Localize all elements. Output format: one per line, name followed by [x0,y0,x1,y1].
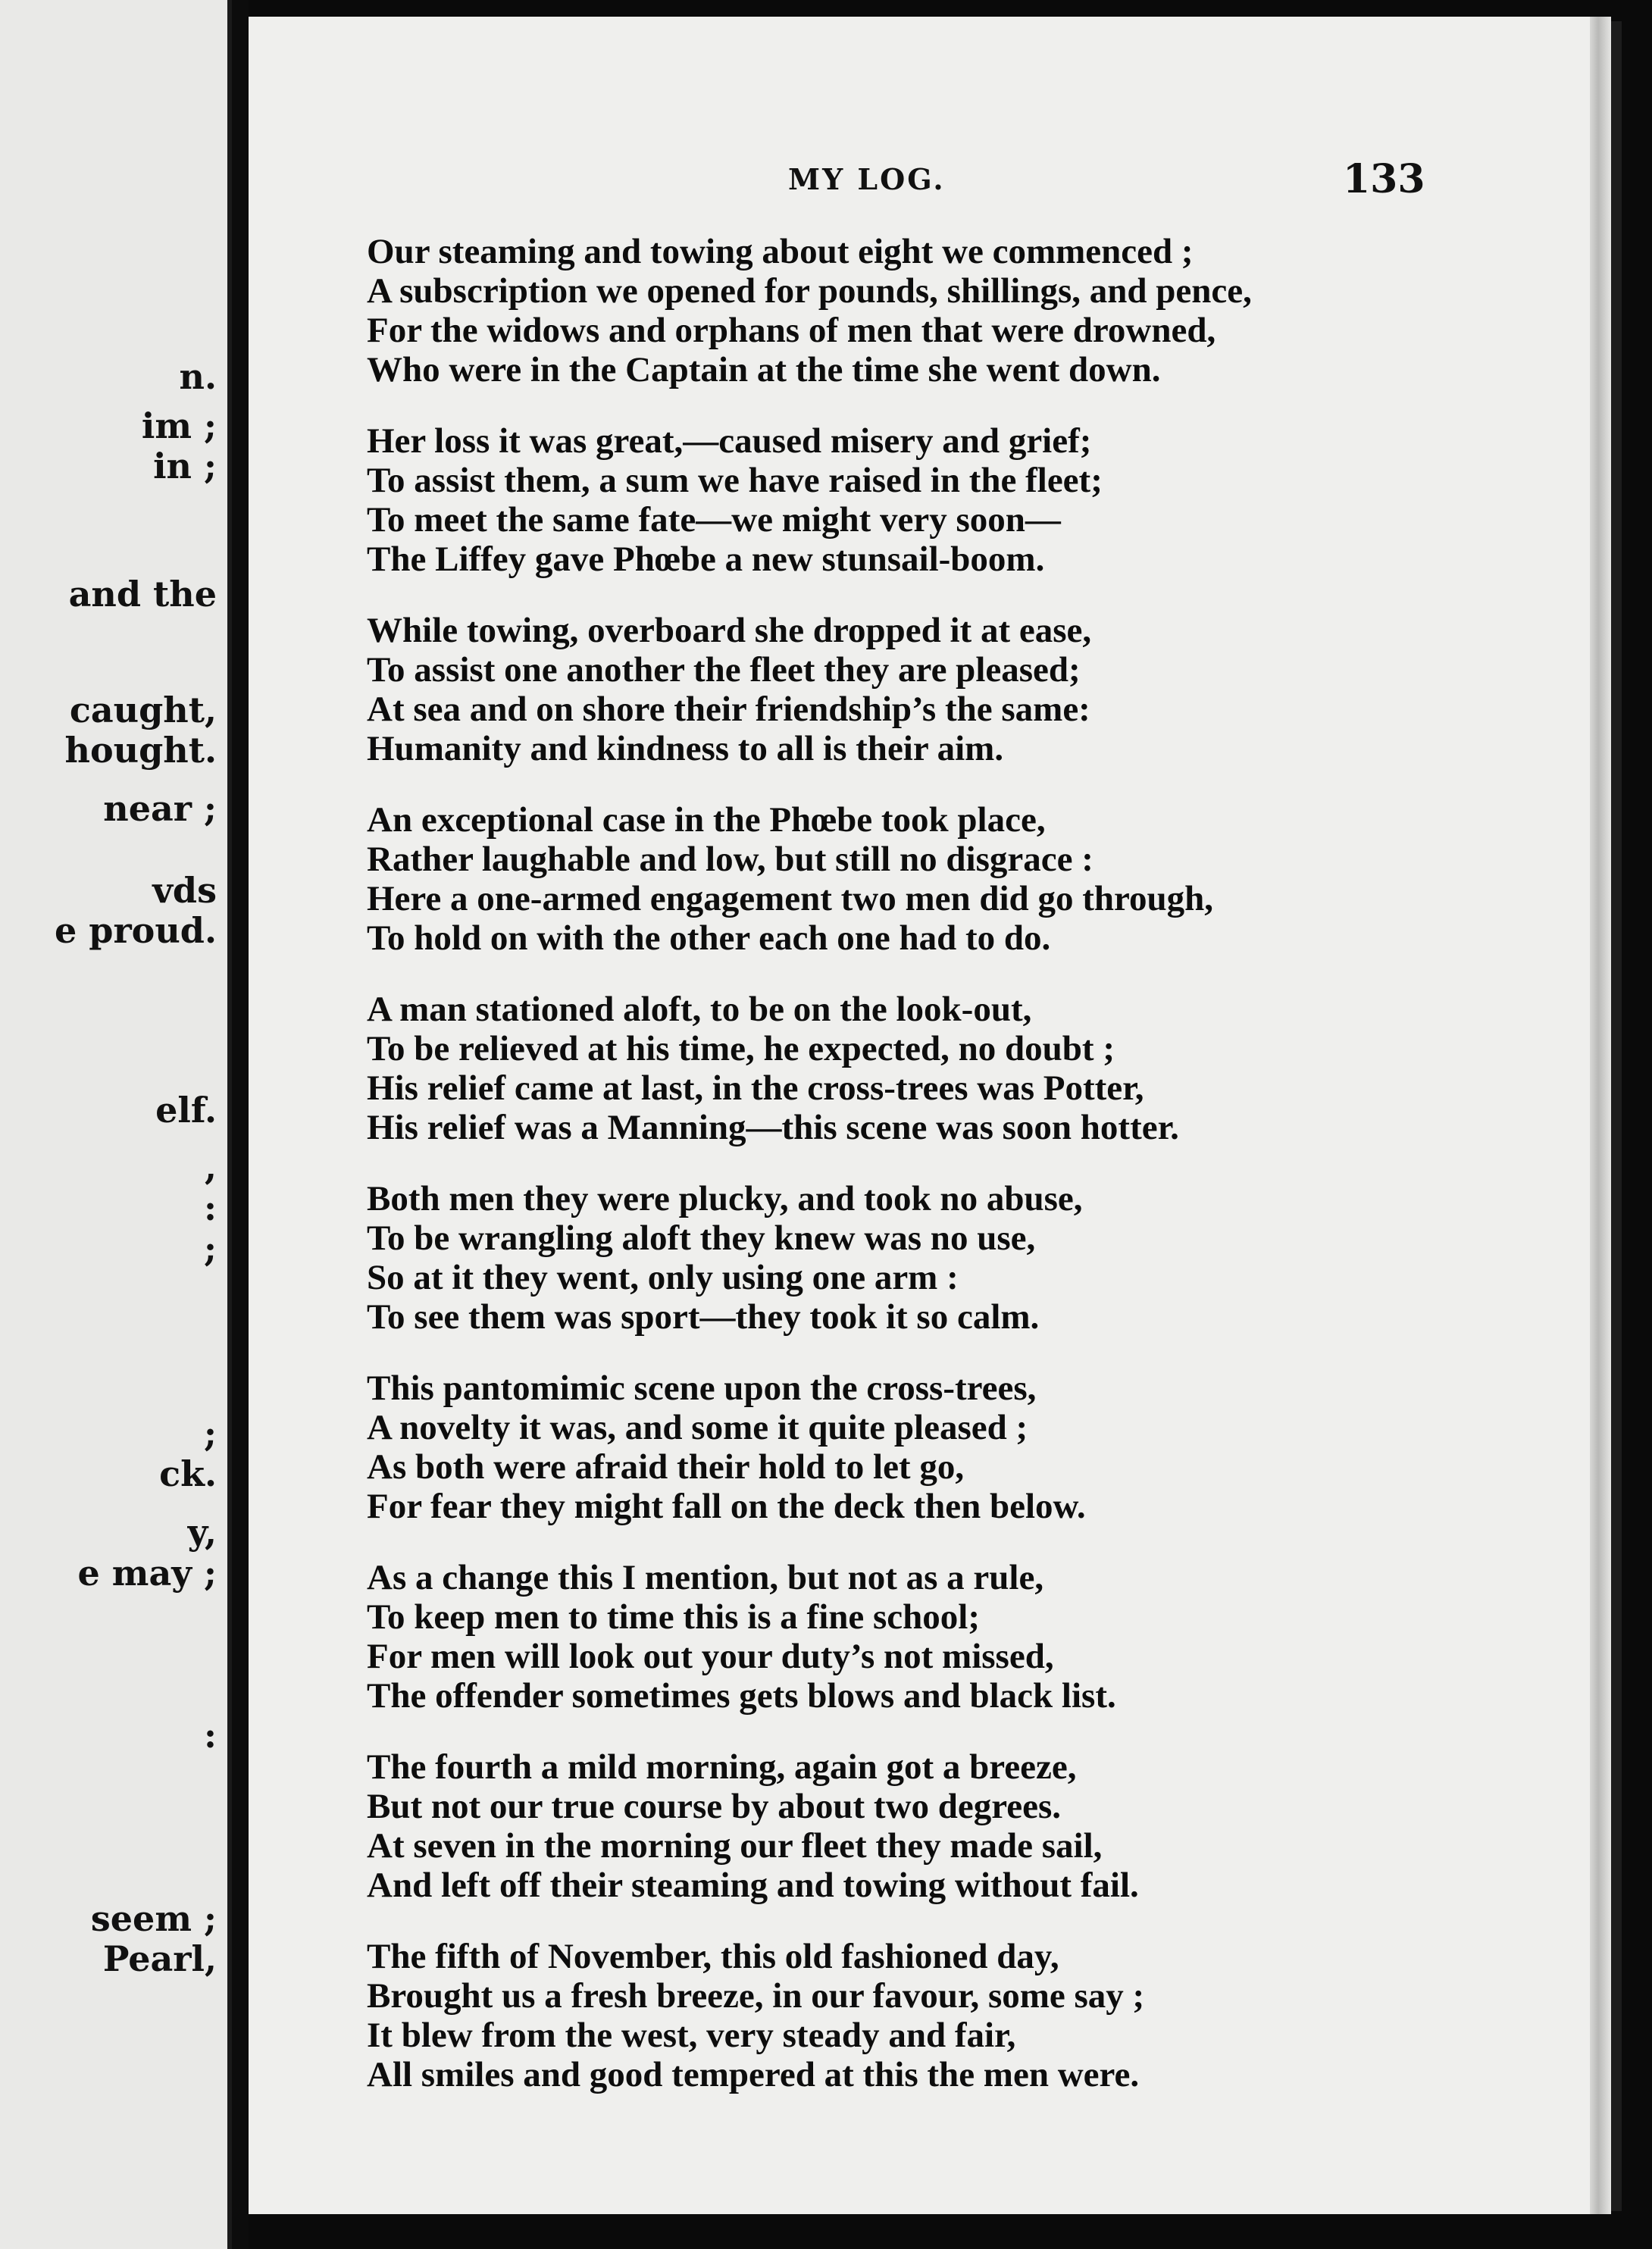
poem-line: To assist them, a sum we have raised in the fleet; [367,461,1103,500]
poem-line: A subscription we opened for pounds, shillings, and pence, [367,271,1252,311]
poem-line: At seven in the morning our fleet they made sail, [367,1826,1103,1866]
left-page-text-fragment: : [204,1715,217,1756]
stanza [367,232,1443,389]
left-page-text-fragment: e proud. [55,910,217,951]
left-page-text-fragment: in ; [153,446,217,486]
stanza [367,1937,1443,2094]
poem-line: His relief was a Manning—this scene was soon hotter. [367,1108,1179,1147]
poem-line: And left off their steaming and towing without fail. [367,1866,1139,1905]
poem-line: To be wrangling aloft they knew was no use, [367,1218,1036,1258]
poem-line: So at it they went, only using one arm : [367,1258,959,1297]
poem-line: While towing, overboard she dropped it at ease, [367,611,1092,650]
page-edge [1590,17,1611,2214]
poem-line: At sea and on shore their friendship’s the same: [367,690,1090,729]
left-page-text-fragment: ; [204,1228,217,1269]
stanza [367,990,1443,1147]
stanza [367,1558,1443,1716]
poem-line: But not our true course by about two degrees. [367,1787,1062,1826]
poem-line: Our steaming and towing about eight we commenced ; [367,232,1194,271]
left-page-text-fragment: y, [187,1512,217,1553]
poem-line: Rather laughable and low, but still no disgrace : [367,840,1094,879]
poem-line: An exceptional case in the Phœbe took place, [367,800,1046,840]
left-page-text-fragment: : [204,1187,217,1228]
poem-line: It blew from the west, very steady and fair, [367,2016,1016,2055]
poem-line: Brought us a fresh breeze, in our favour, some say ; [367,1976,1145,2016]
left-page-text-fragment: vds [152,870,217,911]
poem-line: For men will look out your duty’s not missed, [367,1637,1054,1676]
poem-line: Her loss it was great,—caused misery and grief; [367,421,1092,461]
left-page-text-fragment: im ; [141,405,217,446]
left-facing-page [0,0,232,2249]
book-gutter [232,0,249,2249]
left-page-text-fragment: hought. [64,730,217,771]
poem-line: A man stationed aloft, to be on the look-out, [367,990,1032,1029]
left-page-text-fragment: seem ; [90,1898,217,1939]
running-head: MY LOG. [788,162,946,196]
poem-line: Here a one-armed engagement two men did go through, [367,879,1214,918]
poem-line: To meet the same fate—we might very soon— [367,500,1061,540]
poem-line: For fear they might fall on the deck then below. [367,1487,1086,1526]
left-page-text-fragment: ; [204,1413,217,1454]
poem-line: This pantomimic scene upon the cross-trees, [367,1368,1037,1408]
poem-line: To assist one another the fleet they are pleased; [367,650,1081,690]
poem-line: To be relieved at his time, he expected, no doubt ; [367,1029,1115,1068]
stanza [367,1179,1443,1337]
stanza [367,800,1443,958]
poem-line: The fourth a mild morning, again got a breeze, [367,1747,1077,1787]
poem-line: For the widows and orphans of men that were drowned, [367,311,1216,350]
left-page-text-fragment: n. [179,356,217,397]
stanza [367,611,1443,768]
left-page-text-fragment: e may ; [77,1553,217,1594]
poem-line: Who were in the Captain at the time she went down. [367,350,1161,389]
poem-line: To keep men to time this is a fine school; [367,1597,981,1637]
left-page-text-fragment: near ; [103,788,217,829]
stanza [367,1747,1443,1905]
poem-line: All smiles and good tempered at this the men were. [367,2055,1140,2094]
left-page-text-fragment: elf. [155,1090,217,1131]
poem-body [367,232,1443,2126]
poem-line: The Liffey gave Phœbe a new stunsail-boom. [367,540,1045,579]
left-page-text-fragment: and the [68,574,217,615]
poem-line: Humanity and kindness to all is their aim. [367,729,1004,768]
left-page-text-fragment: Pearl, [102,1938,217,1979]
stanza [367,421,1443,579]
poem-line: The fifth of November, this old fashioned day, [367,1937,1059,1976]
left-page-text-fragment: , [204,1146,217,1187]
poem-line: As both were afraid their hold to let go, [367,1447,965,1487]
poem-line: A novelty it was, and some it quite pleased ; [367,1408,1028,1447]
poem-line: As a change this I mention, but not as a rule, [367,1558,1044,1597]
page-edge-shadow [1611,21,1622,2211]
poem-line: Both men they were plucky, and took no abuse, [367,1179,1083,1218]
left-page-text-fragment: ck. [159,1453,217,1494]
left-page-text-fragment: caught, [69,690,217,730]
stanza [367,1368,1443,1526]
page-number: 133 [1343,156,1425,202]
poem-line: The offender sometimes gets blows and black list. [367,1676,1116,1716]
poem-line: To hold on with the other each one had to do. [367,918,1051,958]
poem-line: To see them was sport—they took it so calm. [367,1297,1040,1337]
poem-line: His relief came at last, in the cross-trees was Potter, [367,1068,1144,1108]
